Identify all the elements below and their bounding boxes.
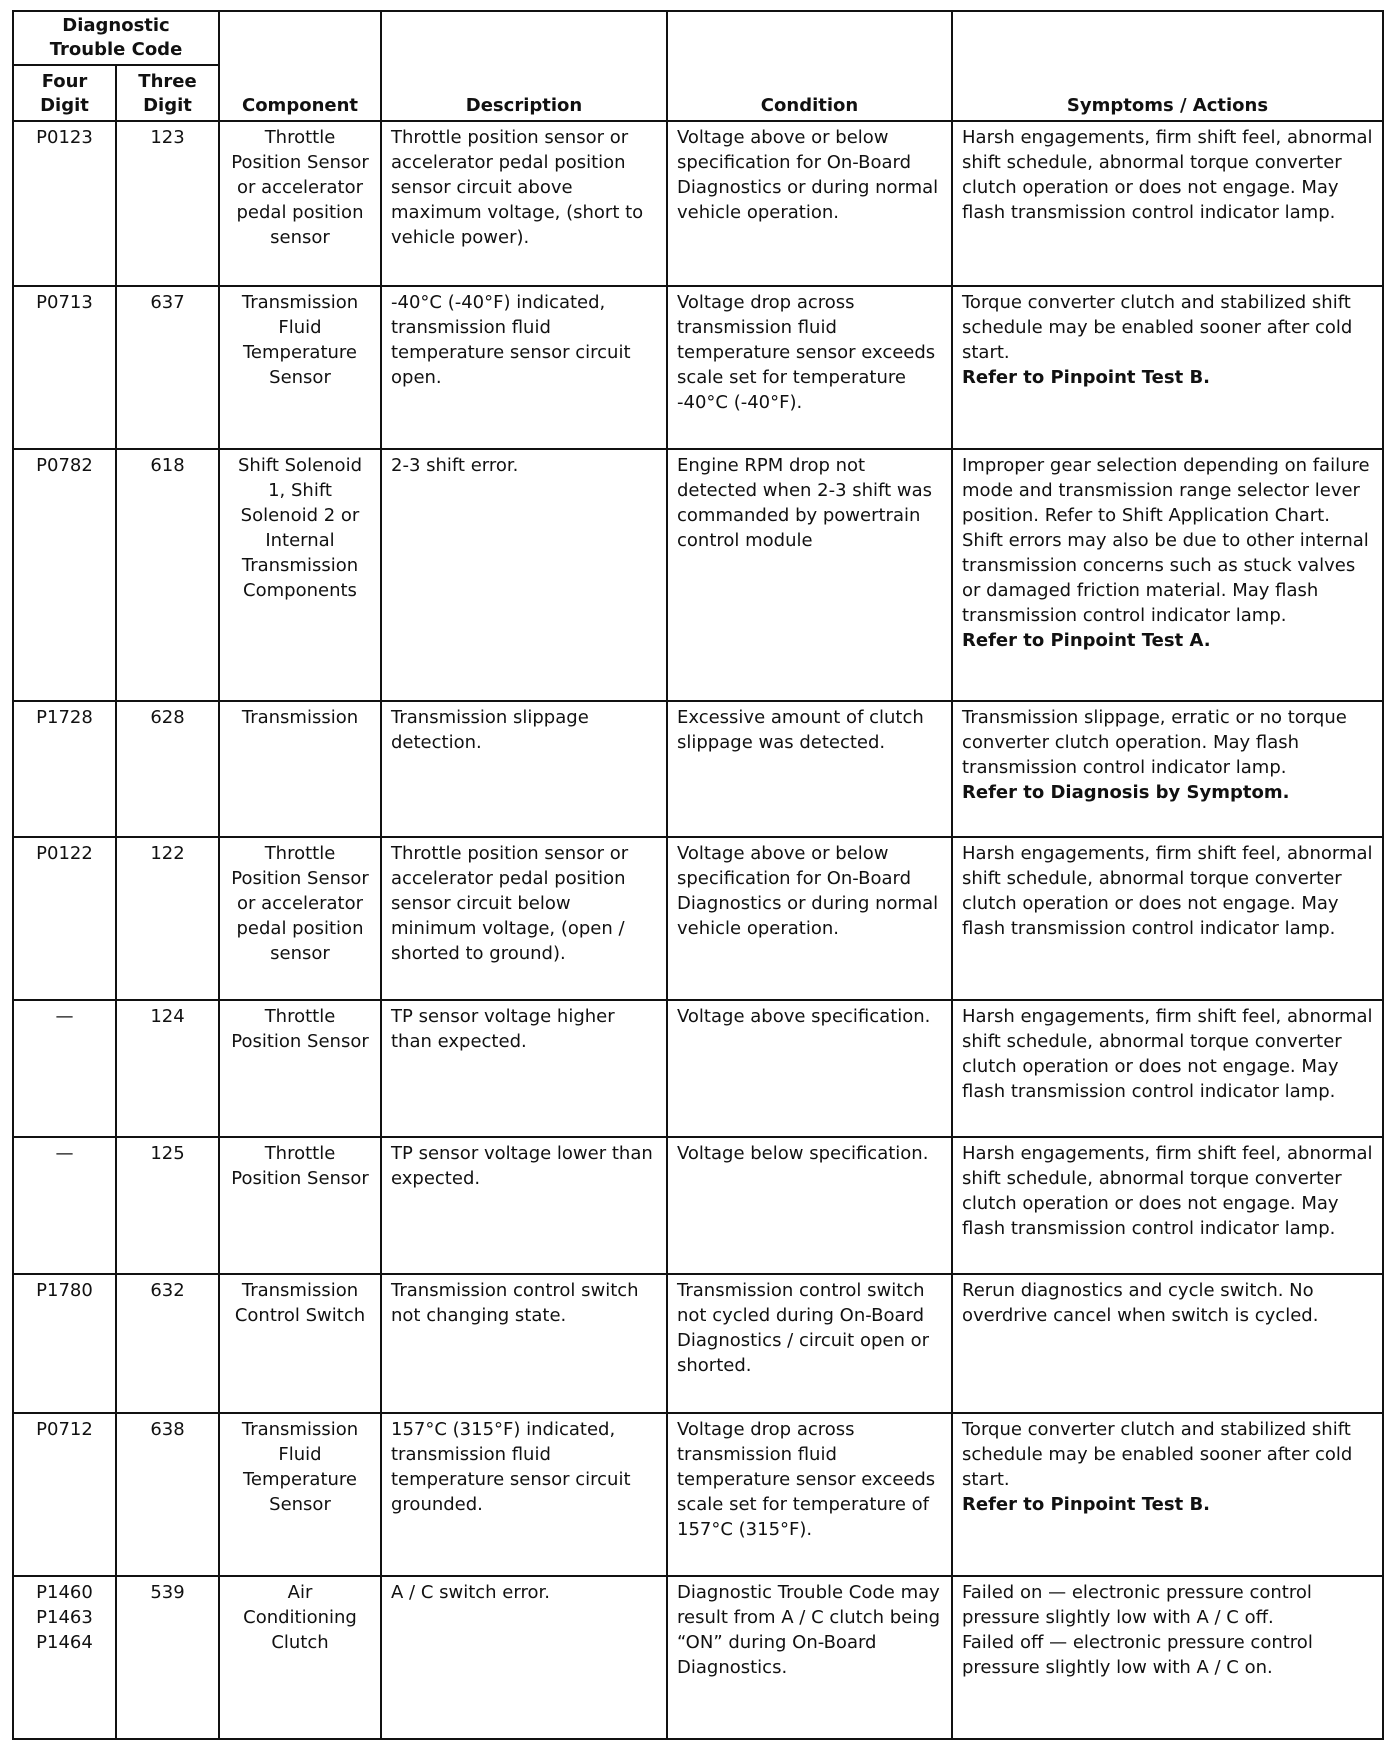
symptoms-actions-cell	[952, 1413, 1383, 1576]
table-row	[13, 701, 1383, 838]
description-cell: Transmission control switch not changing state.	[381, 1274, 667, 1413]
action-reference: Refer to Diagnosis by Symptom.	[962, 781, 1290, 803]
symptoms-text: Harsh engagements, firm shift feel, abnormal shift schedule, abnormal torque converter clutch operation or does not engage. May flash transmission control indicator lamp.	[962, 127, 1373, 223]
table-header	[13, 11, 1383, 121]
symptoms-text: Rerun diagnostics and cycle switch. No overdrive cancel when switch is cycled.	[962, 1280, 1319, 1327]
symptoms-text: Harsh engagements, firm shift feel, abnormal shift schedule, abnormal torque converter clutch operation or does not engage. May flash transmission control indicator lamp.	[962, 1143, 1373, 1240]
component-cell: Transmission Fluid Temperature Sensor	[219, 1413, 381, 1576]
component-cell: Air Conditioning Clutch	[219, 1576, 381, 1739]
action-reference: Refer to Pinpoint Test B.	[962, 367, 1211, 389]
symptoms-actions-cell	[952, 1576, 1383, 1739]
header-three-digit: Three Digit	[116, 65, 219, 121]
four-digit-code: P1464	[36, 1631, 93, 1653]
header-component: Component	[219, 11, 381, 121]
four-digit-cell: P0122	[13, 837, 116, 1000]
symptoms-actions-cell	[952, 1137, 1383, 1274]
table-row	[13, 449, 1383, 701]
condition-cell: Voltage drop across transmission fluid temperature sensor exceeds scale set for temperature -40°C (-40°F).	[667, 286, 952, 449]
symptoms-text: Failed on — electronic pressure control pressure slightly low with A / C off.	[962, 1581, 1312, 1628]
component-cell: Transmission	[219, 701, 381, 838]
description-cell: 157°C (315°F) indicated, transmission fluid temperature sensor circuit grounded.	[381, 1413, 667, 1576]
four-digit-cell: P0123	[13, 121, 116, 286]
three-digit-cell: 125	[116, 1137, 219, 1274]
table-row	[13, 1413, 1383, 1576]
description-cell: TP sensor voltage higher than expected.	[381, 1000, 667, 1137]
three-digit-cell: 637	[116, 286, 219, 449]
condition-cell: Voltage drop across transmission fluid temperature sensor exceeds scale set for temperature of 157°C (315°F).	[667, 1413, 952, 1576]
symptoms-actions-cell	[952, 449, 1383, 701]
description-cell: Throttle position sensor or accelerator pedal position sensor circuit below minimum voltage, (open / shorted to ground).	[381, 837, 667, 1000]
table-row	[13, 121, 1383, 286]
description-cell: -40°C (-40°F) indicated, transmission fluid temperature sensor circuit open.	[381, 286, 667, 449]
three-digit-cell: 638	[116, 1413, 219, 1576]
three-digit-cell: 628	[116, 701, 219, 838]
condition-cell: Voltage above or below specification for On-Board Diagnostics or during normal vehicle operation.	[667, 837, 952, 1000]
header-four-digit: Four Digit	[13, 65, 116, 121]
description-cell: Throttle position sensor or accelerator pedal position sensor circuit above maximum voltage, (short to vehicle power).	[381, 121, 667, 286]
four-digit-cell: P0713	[13, 286, 116, 449]
symptoms-text: Transmission slippage, erratic or no torque converter clutch operation. May flash transmission control indicator lamp.	[962, 706, 1347, 778]
four-digit-cell: —	[13, 1137, 116, 1274]
dtc-table	[12, 10, 1384, 1740]
condition-cell: Voltage below specification.	[667, 1137, 952, 1274]
component-cell: Shift Solenoid 1, Shift Solenoid 2 or Internal Transmission Components	[219, 449, 381, 701]
component-cell: Throttle Position Sensor	[219, 1000, 381, 1137]
table-row	[13, 286, 1383, 449]
symptoms-actions-cell	[952, 1274, 1383, 1413]
description-cell: Transmission slippage detection.	[381, 701, 667, 838]
condition-cell: Diagnostic Trouble Code may result from A / C clutch being “ON” during On-Board Diagnostics.	[667, 1576, 952, 1739]
condition-cell: Voltage above specification.	[667, 1000, 952, 1137]
component-cell: Throttle Position Sensor	[219, 1137, 381, 1274]
description-cell: 2-3 shift error.	[381, 449, 667, 701]
condition-cell: Excessive amount of clutch slippage was detected.	[667, 701, 952, 838]
condition-cell: Transmission control switch not cycled during On-Board Diagnostics / circuit open or shorted.	[667, 1274, 952, 1413]
symptoms-actions-cell	[952, 837, 1383, 1000]
table-row	[13, 1274, 1383, 1413]
header-symptoms-actions: Symptoms / Actions	[952, 11, 1383, 121]
three-digit-cell: 123	[116, 121, 219, 286]
header-row-group	[13, 11, 1383, 65]
description-cell: A / C switch error.	[381, 1576, 667, 1739]
condition-cell: Voltage above or below specification for On-Board Diagnostics or during normal vehicle operation.	[667, 121, 952, 286]
symptoms-text: Harsh engagements, firm shift feel, abnormal shift schedule, abnormal torque converter clutch operation or does not engage. May flash transmission control indicator lamp.	[962, 843, 1373, 940]
table-body	[13, 121, 1383, 1739]
symptoms-text: Harsh engagements, firm shift feel, abnormal shift schedule, abnormal torque converter clutch operation or does not engage. May flash transmission control indicator lamp.	[962, 1006, 1373, 1103]
action-reference: Refer to Pinpoint Test B.	[962, 1493, 1211, 1515]
symptoms-actions-cell	[952, 1000, 1383, 1137]
action-reference: Failed off — electronic pressure control pressure slightly low with A / C on.	[962, 1631, 1313, 1678]
component-cell: Throttle Position Sensor or accelerator pedal position sensor	[219, 121, 381, 286]
four-digit-cell: P1780	[13, 1274, 116, 1413]
component-cell: Throttle Position Sensor or accelerator pedal position sensor	[219, 837, 381, 1000]
symptoms-actions-cell	[952, 701, 1383, 838]
three-digit-cell: 618	[116, 449, 219, 701]
table-row	[13, 1000, 1383, 1137]
three-digit-cell: 632	[116, 1274, 219, 1413]
four-digit-code: P1463	[36, 1606, 93, 1628]
four-digit-cell: P0712	[13, 1413, 116, 1576]
three-digit-cell: 539	[116, 1576, 219, 1739]
header-condition: Condition	[667, 11, 952, 121]
component-cell: Transmission Control Switch	[219, 1274, 381, 1413]
header-dtc-group: Diagnostic Trouble Code	[13, 11, 219, 65]
table-row	[13, 1576, 1383, 1739]
table-row	[13, 837, 1383, 1000]
four-digit-code: P1460	[36, 1581, 93, 1603]
four-digit-cell	[13, 1576, 116, 1739]
symptoms-actions-cell	[952, 121, 1383, 286]
three-digit-cell: 124	[116, 1000, 219, 1137]
action-reference: Refer to Pinpoint Test A.	[962, 630, 1211, 652]
four-digit-cell: P1728	[13, 701, 116, 838]
header-description: Description	[381, 11, 667, 121]
three-digit-cell: 122	[116, 837, 219, 1000]
symptoms-actions-cell	[952, 286, 1383, 449]
component-cell: Transmission Fluid Temperature Sensor	[219, 286, 381, 449]
description-cell: TP sensor voltage lower than expected.	[381, 1137, 667, 1274]
symptoms-text: Torque converter clutch and stabilized shift schedule may be enabled sooner after cold start.	[962, 292, 1353, 364]
table-row	[13, 1137, 1383, 1274]
symptoms-text: Torque converter clutch and stabilized shift schedule may be enabled sooner after cold start.	[962, 1418, 1353, 1490]
four-digit-cell: —	[13, 1000, 116, 1137]
symptoms-text: Improper gear selection depending on failure mode and transmission range selector lever position. Refer to Shift Application Chart. Shift errors may also be due to other internal transmission concerns such as stuck valves or damaged friction material. May flash transmission control indicator lamp.	[962, 455, 1370, 627]
condition-cell: Engine RPM drop not detected when 2-3 shift was commanded by powertrain control module	[667, 449, 952, 701]
four-digit-cell: P0782	[13, 449, 116, 701]
